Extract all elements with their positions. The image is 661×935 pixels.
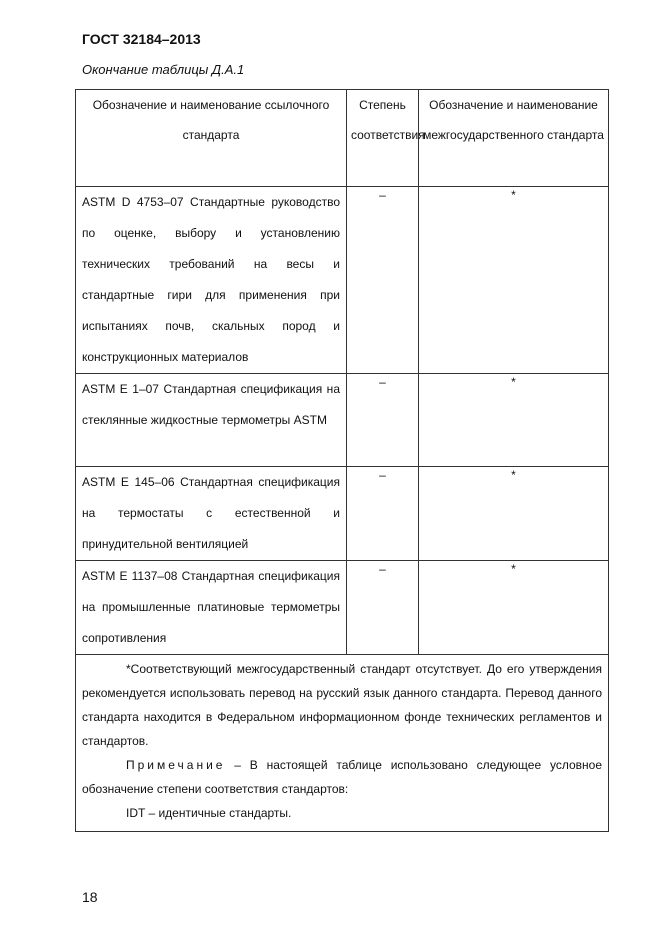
reference-cell: ASTM E 1137–08 Стандартная спецификация на промышленные платиновые термометры сопротивления — [76, 561, 347, 655]
reference-cell: ASTM E 1–07 Стандартная спецификация на стеклянные жидкостные термометры ASTM — [76, 374, 347, 467]
reference-cell: ASTM D 4753–07 Стандартные руководство по оценке, выбору и установлению технических требований на весы и стандартные гири для применения при испытаниях почв, скальных пород и конструкционных материалов — [76, 187, 347, 374]
table-footnote-row — [76, 655, 609, 832]
table-caption: Окончание таблицы Д.А.1 — [82, 62, 245, 77]
standards-table — [75, 89, 609, 832]
document-id: ГОСТ 32184–2013 — [82, 31, 201, 47]
note-paragraph — [82, 753, 602, 801]
note-item: IDT – идентичные стандарты. — [126, 806, 292, 820]
page-number: 18 — [82, 889, 98, 905]
degree-cell: – — [347, 467, 419, 561]
column-header-degree: Степень соответствия — [347, 90, 419, 187]
standard-cell: * — [419, 467, 609, 561]
footnote-cell — [76, 655, 609, 832]
column-header-standard: Обозначение и наименование межгосударственного стандарта — [419, 90, 609, 187]
table-row — [76, 374, 609, 467]
note-text: – В настоящей таблице использовано следующее условное обозначение степени соответствия стандартов: — [82, 758, 602, 796]
table-row — [76, 467, 609, 561]
standard-cell: * — [419, 187, 609, 374]
standard-cell: * — [419, 374, 609, 467]
degree-cell: – — [347, 561, 419, 655]
table-row — [76, 561, 609, 655]
standard-cell: * — [419, 561, 609, 655]
footnote-text: *Соответствующий межгосударственный стандарт отсутствует. До его утверждения рекомендуется использовать перевод на русский язык данного стандарта. Перевод данного стандарта находится в Федеральном информационном фонде технических регламентов и стандартов. — [82, 662, 602, 748]
table-header-row — [76, 90, 609, 187]
degree-cell: – — [347, 187, 419, 374]
reference-cell: ASTM E 145–06 Стандартная спецификация на термостаты с естественной и принудительной вентиляцией — [76, 467, 347, 561]
table-row — [76, 187, 609, 374]
column-header-reference: Обозначение и наименование ссылочного стандарта — [76, 90, 347, 187]
degree-cell: – — [347, 374, 419, 467]
note-label: Примечание — [126, 758, 226, 772]
